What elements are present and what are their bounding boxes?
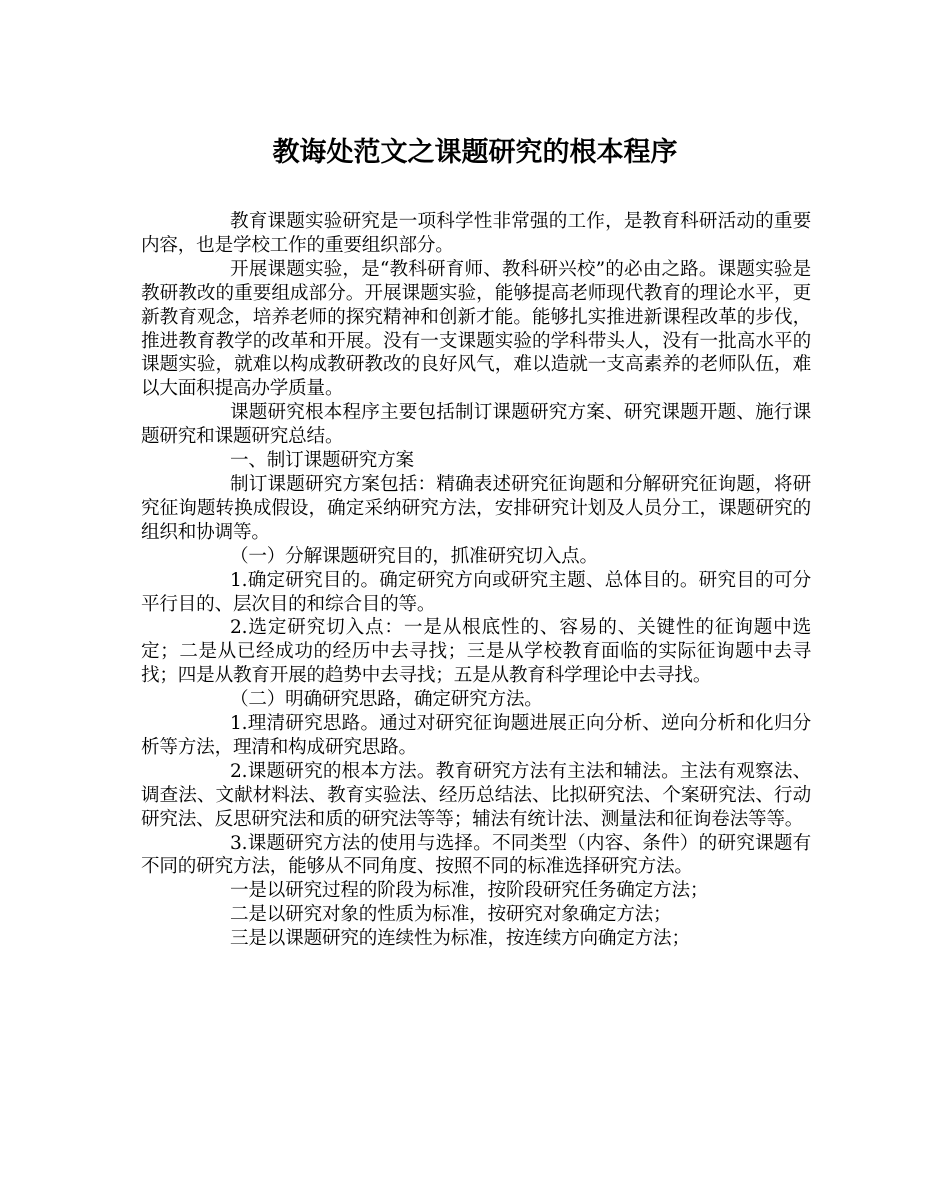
paragraph-plan-contents: 制订课题研究方案包括：精确表述研究征询题和分解研究征询题，将研究征询题转换成假设，确定采纳研究方法，安排研究计划及人员分工，课题研究的组织和协调等。 — [141, 473, 811, 543]
paragraph-intro: 教育课题实验研究是一项科学性非常强的工作，是教育科研活动的重要内容，也是学校工作的重要组织部分。 — [141, 211, 811, 256]
subsection-heading-2: （二）明确研究思路，确定研究方法。 — [230, 689, 543, 711]
method-criterion-2: 二是以研究对象的性质为标准，按研究对象确定方法； — [230, 904, 672, 926]
list-item-2-1: 1.理清研究思路。通过对研究征询题进展正向分析、逆向分析和化归分析等方法，理清和构成研究思路。 — [141, 713, 811, 758]
section-heading-1: 一、制订课题研究方案 — [230, 450, 414, 472]
paragraph-procedure-overview: 课题研究根本程序主要包括制订课题研究方案、研究课题开题、施行课题研究和课题研究总结。 — [141, 402, 811, 448]
method-criterion-1: 一是以研究过程的阶段为标准，按阶段研究任务确定方法； — [230, 880, 709, 902]
subsection-heading-1: （一）分解课题研究目的，抓准研究切入点。 — [230, 545, 598, 567]
list-item-1-2: 2.选定研究切入点：一是从根底性的、容易的、关键性的征询题中选定；二是从已经成功的经历中去寻找；三是从学校教育面临的实际征询题中去寻找；四是从教育开展的趋势中去寻找；五是从教育科学理论中去寻找。 — [141, 617, 811, 687]
list-item-2-3: 3.课题研究方法的使用与选择。不同类型（内容、条件）的研究课题有不同的研究方法，能够从不同角度、按照不同的标准选择研究方法。 — [141, 832, 811, 878]
list-item-1-1: 1.确定研究目的。确定研究方向或研究主题、总体目的。研究目的可分平行目的、层次目的和综合目的等。 — [141, 569, 811, 615]
document-title: 教诲处范文之课题研究的根本程序 — [272, 137, 678, 168]
paragraph-significance: 开展课题实验，是“教科研育师、教科研兴校”的必由之路。课题实验是教研教改的重要组成部分。开展课题实验，能够提高老师现代教育的理论水平，更新教育观念，培养老师的探究精神和创新才能。能够扎实推进新课程改革的步伐，推进教育教学的改革和开展。没有一支课题实验的学科带头人，没有一批高水平的课题实验，就难以构成教研教改的良好风气，难以造就一支高素养的老师队伍，难以大面积提高办学质量。 — [141, 258, 811, 400]
method-criterion-3: 三是以课题研究的连续性为标准，按连续方向确定方法； — [230, 928, 690, 950]
document-body — [141, 210, 811, 951]
list-item-2-2: 2.课题研究的根本方法。教育研究方法有主法和辅法。主法有观察法、调查法、文献材料法、教育实验法、经历总结法、比拟研究法、个案研究法、行动研究法、反思研究法和质的研究法等等；辅法有统计法、测量法和征询卷法等等。 — [141, 760, 811, 830]
